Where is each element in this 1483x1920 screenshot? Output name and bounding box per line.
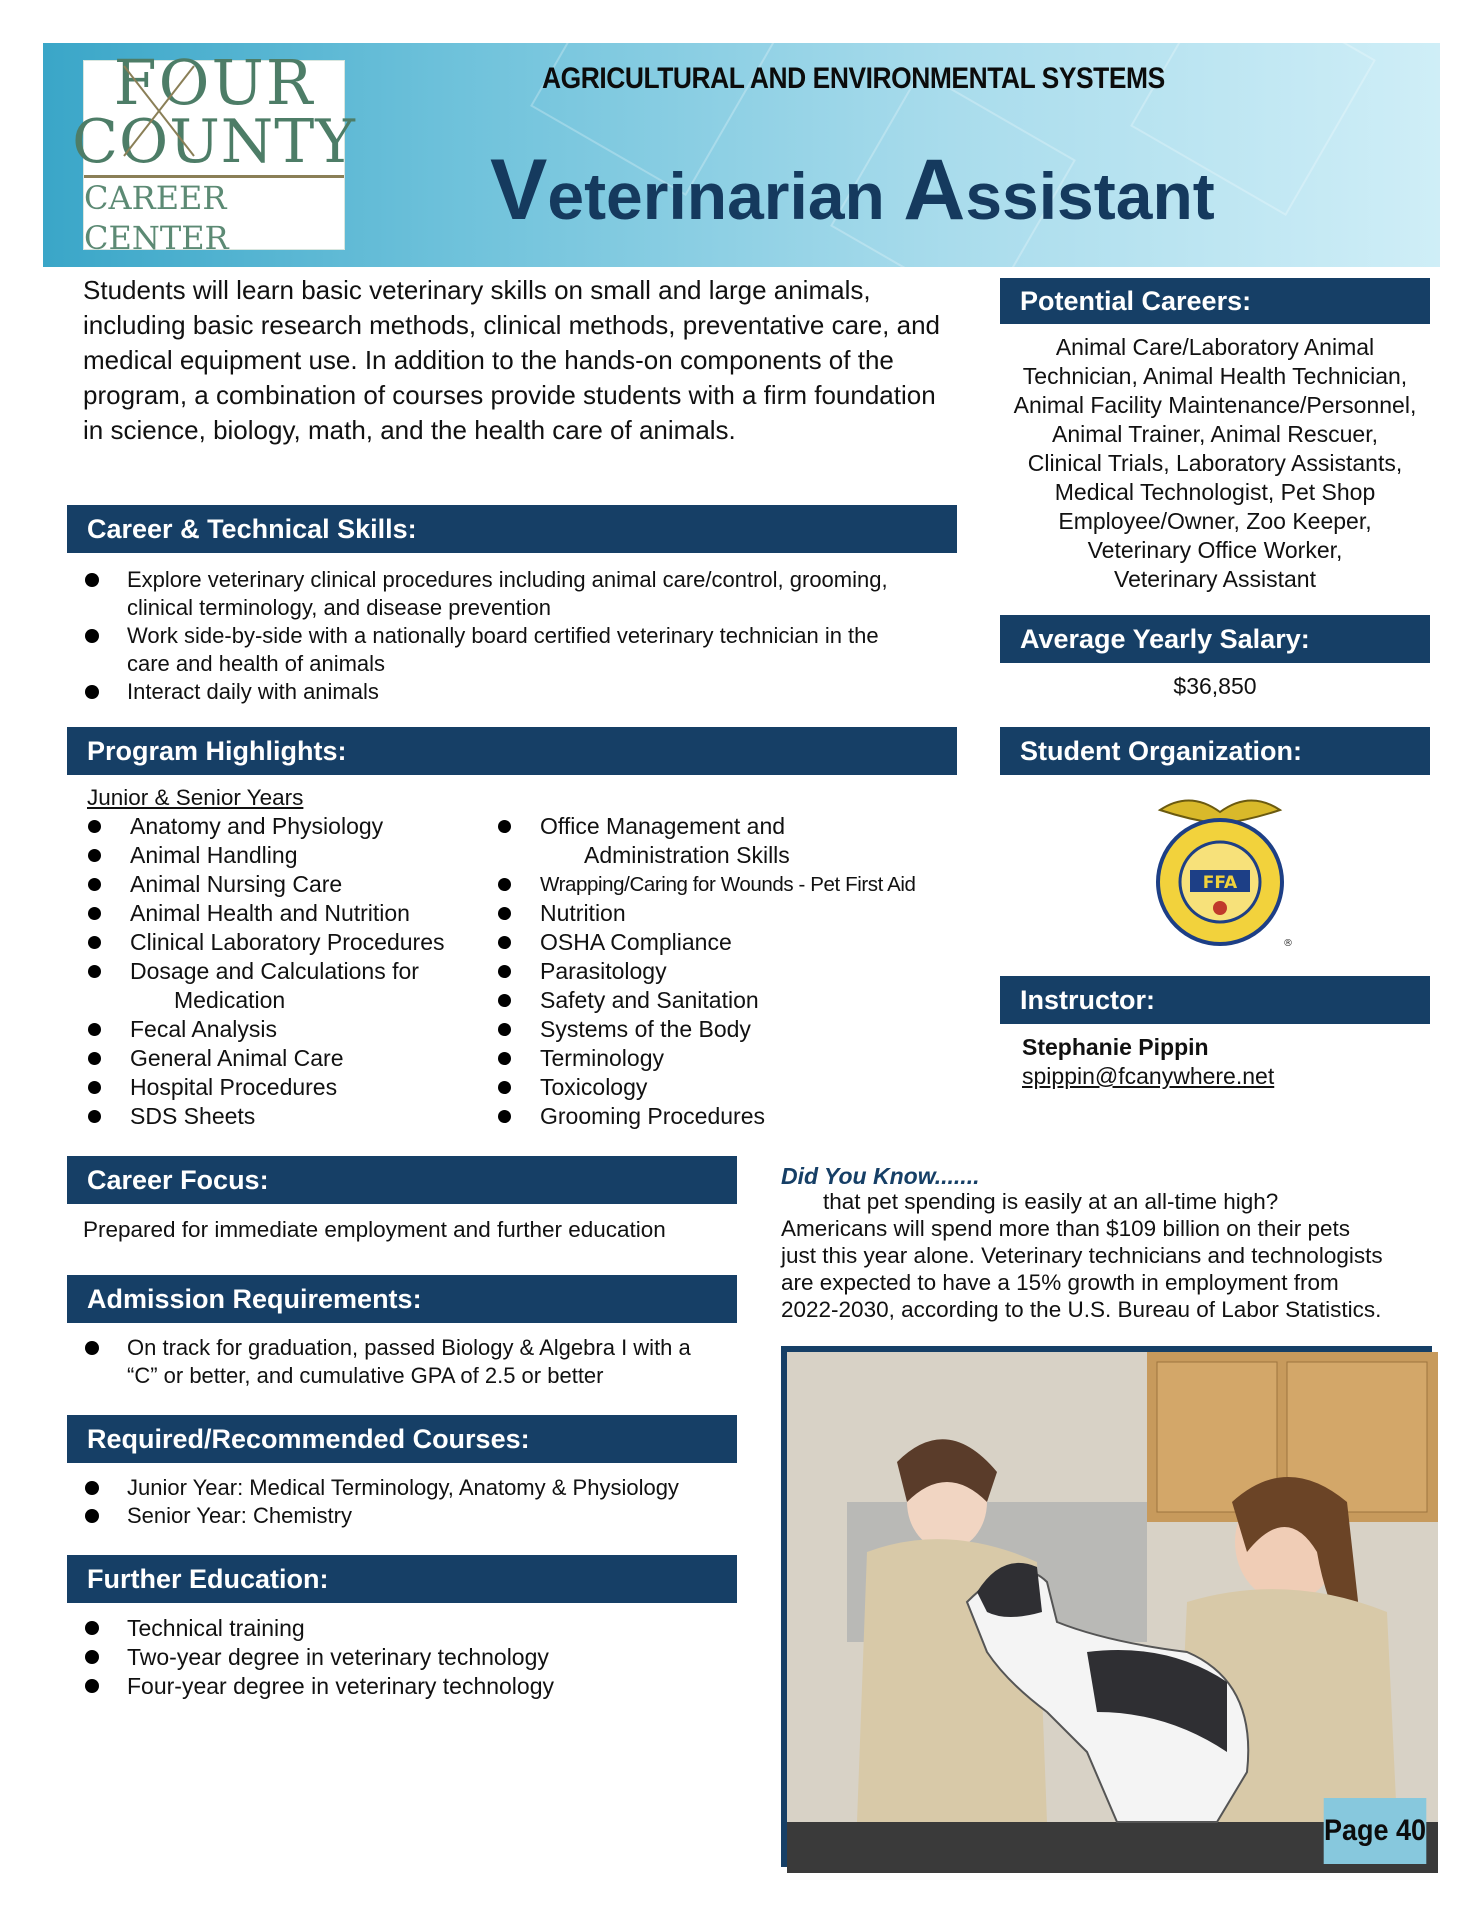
list-item: Explore veterinary clinical procedures including animal care/control, grooming, clinical terminology, and disease prevention: [85, 566, 925, 622]
list-item: Nutrition: [496, 899, 966, 928]
page-number: Page 40: [1324, 1798, 1427, 1864]
highlights-list-right: [496, 812, 966, 1131]
section-header-courses: Required/Recommended Courses:: [67, 1415, 737, 1463]
list-item: Safety and Sanitation: [496, 986, 966, 1015]
bullet-icon: [85, 1621, 99, 1635]
list-item: Interact daily with animals: [85, 678, 925, 706]
list-item: On track for graduation, passed Biology & Algebra I with a “C” or better, and cumulative GPA of 2.5 or better: [85, 1334, 725, 1390]
further-education-list: [85, 1614, 735, 1701]
career-focus-text: Prepared for immediate employment and further education: [83, 1217, 666, 1242]
bullet-icon: [88, 849, 101, 862]
highlights-list-left: [86, 812, 506, 1131]
section-header-further-education: Further Education:: [67, 1555, 737, 1603]
list-item: Work side-by-side with a nationally board certified veterinary technician in the care and health of animals: [85, 622, 925, 678]
svg-text:®: ®: [1283, 938, 1293, 949]
bullet-icon: [88, 878, 101, 891]
courses-list: [85, 1474, 735, 1530]
list-item: Wrapping/Caring for Wounds - Pet First Aid: [496, 870, 966, 899]
ffa-emblem-icon: [1150, 790, 1293, 950]
bullet-icon: [498, 965, 511, 978]
photo-illustration: [787, 1352, 1438, 1873]
list-item: Hospital Procedures: [86, 1073, 506, 1102]
list-item: Junior Year: Medical Terminology, Anatomy & Physiology: [85, 1474, 735, 1502]
department-title: AGRICULTURAL AND ENVIRONMENTAL SYSTEMS: [542, 62, 1165, 95]
bullet-icon: [85, 1679, 99, 1693]
list-item: Animal Handling: [86, 841, 506, 870]
list-item: Toxicology: [496, 1073, 966, 1102]
list-item: Four-year degree in veterinary technology: [85, 1672, 735, 1701]
list-item: Grooming Procedures: [496, 1102, 966, 1131]
bullet-icon: [85, 1650, 99, 1664]
list-item: OSHA Compliance: [496, 928, 966, 957]
list-item: Two-year degree in veterinary technology: [85, 1643, 735, 1672]
section-header-instructor: Instructor:: [1000, 976, 1430, 1024]
bullet-icon: [498, 1081, 511, 1094]
list-item: Systems of the Body: [496, 1015, 966, 1044]
logo-line-1: FOUR: [113, 45, 315, 119]
svg-text:FFA: FFA: [1202, 873, 1238, 893]
title-rest-1: eterinarian: [547, 159, 904, 233]
potential-careers-text: Animal Care/Laboratory Animal Technician, Animal Health Technician, Animal Facility Maintenance/Personnel, Animal Trainer, Animal Rescuer, Clinical Trials, Laboratory Assistants, Medical Technologist, Pet Shop Employee/Owner, Zoo Keeper, Veterinary Office Worker, Veterinary Assistant: [1013, 334, 1417, 592]
logo-crosshair-icon: [84, 61, 346, 251]
list-item-continuation: Administration Skills: [584, 842, 790, 868]
bullet-icon: [88, 936, 101, 949]
section-header-admission: Admission Requirements:: [67, 1275, 737, 1323]
section-header-highlights: Program Highlights:: [67, 727, 957, 775]
bullet-icon: [88, 1052, 101, 1065]
salary-value: $36,850: [1173, 673, 1257, 699]
list-item: Clinical Laboratory Procedures: [86, 928, 506, 957]
title-rest-2: ssistant: [965, 159, 1215, 233]
bullet-icon: [498, 1052, 511, 1065]
section-header-potential-careers: Potential Careers:: [1000, 278, 1430, 324]
bullet-icon: [85, 1341, 99, 1355]
list-item: General Animal Care: [86, 1044, 506, 1073]
list-item-continuation: Medication: [174, 987, 286, 1013]
bullet-icon: [498, 878, 511, 891]
list-item: Terminology: [496, 1044, 966, 1073]
did-you-know-body: that pet spending is easily at an all-time high? Americans will spend more than $109 billion on their pets just this year alone. Veterinary technicians and technologists are expected to have a 15% growth in employment from 2022-2030, according to the U.S. Bureau of Labor Statistics.: [781, 1189, 1383, 1322]
section-header-career-skills: Career & Technical Skills:: [67, 505, 957, 553]
school-logo: [72, 45, 356, 257]
bullet-icon: [498, 1023, 511, 1036]
instructor-name: Stephanie Pippin: [1022, 1034, 1209, 1060]
section-header-organization: Student Organization:: [1000, 727, 1430, 775]
logo-line-3: CAREER CENTER: [84, 175, 344, 258]
admission-list: [85, 1334, 725, 1390]
list-item: Parasitology: [496, 957, 966, 986]
bullet-icon: [85, 685, 99, 699]
bullet-icon: [498, 936, 511, 949]
bullet-icon: [498, 1110, 511, 1123]
instructor-email-link[interactable]: spippin@fcanywhere.net: [1022, 1063, 1275, 1089]
list-item: SDS Sheets: [86, 1102, 506, 1131]
list-item: Anatomy and Physiology: [86, 812, 506, 841]
bullet-icon: [85, 1481, 99, 1495]
list-item: Dosage and Calculations for: [86, 957, 506, 986]
bullet-icon: [85, 1509, 99, 1523]
bullet-icon: [498, 907, 511, 920]
bullet-icon: [88, 820, 101, 833]
title-cap-a: A: [903, 142, 966, 238]
section-header-career-focus: Career Focus:: [67, 1156, 737, 1204]
career-skills-list: [85, 566, 925, 706]
list-item: Office Management and: [496, 812, 966, 841]
bullet-icon: [498, 994, 511, 1007]
bullet-icon: [88, 1081, 101, 1094]
bullet-icon: [85, 573, 99, 587]
bullet-icon: [88, 1110, 101, 1123]
list-item: Fecal Analysis: [86, 1015, 506, 1044]
bullet-icon: [88, 965, 101, 978]
intro-paragraph: Students will learn basic veterinary skills on small and large animals, including basic research methods, clinical methods, preventative care, and medical equipment use. In addition to the hands-on components of the program, a combination of courses provide students with a firm foundation in science, biology, math, and the health care of animals.: [83, 275, 941, 445]
list-item: Animal Nursing Care: [86, 870, 506, 899]
list-item: Senior Year: Chemistry: [85, 1502, 735, 1530]
bullet-icon: [88, 1023, 101, 1036]
section-header-salary: Average Yearly Salary:: [1000, 615, 1430, 663]
logo-line-2: COUNTY: [72, 106, 356, 177]
header-banner: [43, 43, 1440, 267]
bullet-icon: [88, 907, 101, 920]
page-title: [490, 141, 1215, 240]
students-with-dog-photo: [781, 1346, 1432, 1867]
list-item: Animal Health and Nutrition: [86, 899, 506, 928]
highlights-subheading: Junior & Senior Years: [87, 785, 304, 810]
list-item: Technical training: [85, 1614, 735, 1643]
bullet-icon: [498, 820, 511, 833]
did-you-know-title: Did You Know.......: [781, 1163, 980, 1189]
bullet-icon: [85, 629, 99, 643]
title-cap-v: V: [490, 142, 548, 238]
